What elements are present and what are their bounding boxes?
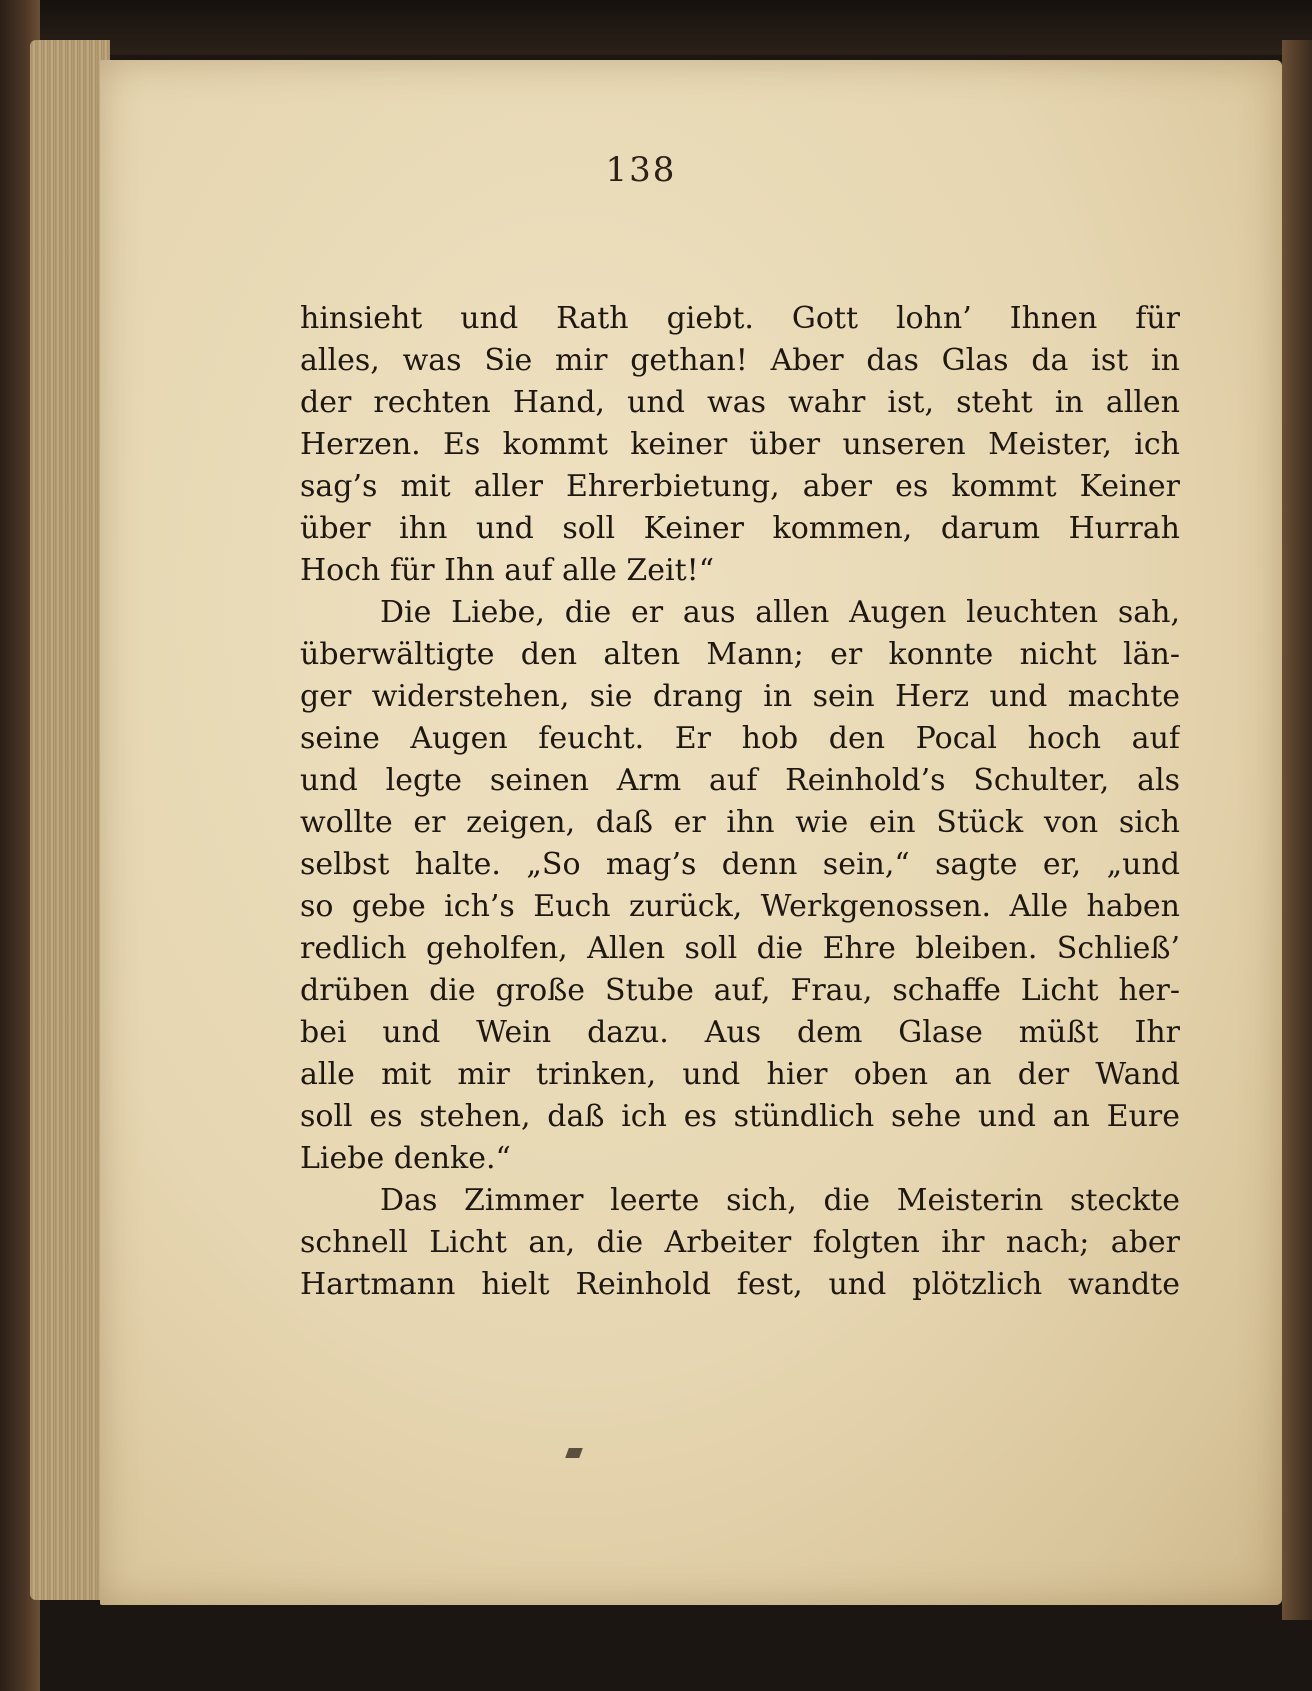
page-text bbox=[300, 298, 1180, 1306]
text-line: Das Zimmer leerte sich, die Meisterin steckte bbox=[380, 1183, 1180, 1218]
text-line: sag’s mit aller Ehrerbietung, aber es kommt Keiner bbox=[300, 469, 1180, 504]
text-line: über ihn und soll Keiner kommen, darum Hurrah bbox=[300, 511, 1180, 546]
page-edges bbox=[30, 40, 110, 1600]
text-line: Hartmann hielt Reinhold fest, und plötzlich wandte bbox=[300, 1267, 1180, 1302]
text-line: ger widerstehen, sie drang in sein Herz und machte bbox=[300, 679, 1180, 714]
text-line: drüben die große Stube auf, Frau, schaffe Licht her- bbox=[300, 973, 1180, 1008]
text-line: selbst halte. „So mag’s denn sein,“ sagte er, „und bbox=[300, 847, 1180, 882]
text-line: Liebe denke.“ bbox=[300, 1141, 511, 1176]
text-line: der rechten Hand, und was wahr ist, steht in allen bbox=[300, 385, 1180, 420]
text-line: schnell Licht an, die Arbeiter folgten ihr nach; aber bbox=[300, 1225, 1180, 1260]
text-line: alle mit mir trinken, und hier oben an der Wand bbox=[300, 1057, 1180, 1092]
text-line: soll es stehen, daß ich es stündlich sehe und an Eure bbox=[300, 1099, 1180, 1134]
text-line: alles, was Sie mir gethan! Aber das Glas da ist in bbox=[300, 343, 1180, 378]
text-line: so gebe ich’s Euch zurück, Werkgenossen. Alle haben bbox=[300, 889, 1180, 924]
text-line: überwältigte den alten Mann; er konnte nicht län- bbox=[300, 637, 1180, 672]
text-line: Herzen. Es kommt keiner über unseren Meister, ich bbox=[300, 427, 1180, 462]
page-number: 138 bbox=[605, 150, 677, 190]
text-line: Die Liebe, die er aus allen Augen leuchten sah, bbox=[380, 595, 1180, 630]
text-line: bei und Wein dazu. Aus dem Glase müßt Ihr bbox=[300, 1015, 1180, 1050]
text-line: und legte seinen Arm auf Reinhold’s Schulter, als bbox=[300, 763, 1180, 798]
text-line: hinsieht und Rath giebt. Gott lohn’ Ihnen für bbox=[300, 301, 1180, 336]
text-line: Hoch für Ihn auf alle Zeit!“ bbox=[300, 553, 715, 588]
top-shadow bbox=[0, 0, 1312, 55]
text-line: redlich geholfen, Allen soll die Ehre bleiben. Schließ’ bbox=[300, 931, 1180, 966]
text-line: wollte er zeigen, daß er ihn wie ein Stück von sich bbox=[300, 805, 1180, 840]
text-line: seine Augen feucht. Er hob den Pocal hoch auf bbox=[300, 721, 1180, 756]
right-cover-edge bbox=[1282, 40, 1312, 1620]
